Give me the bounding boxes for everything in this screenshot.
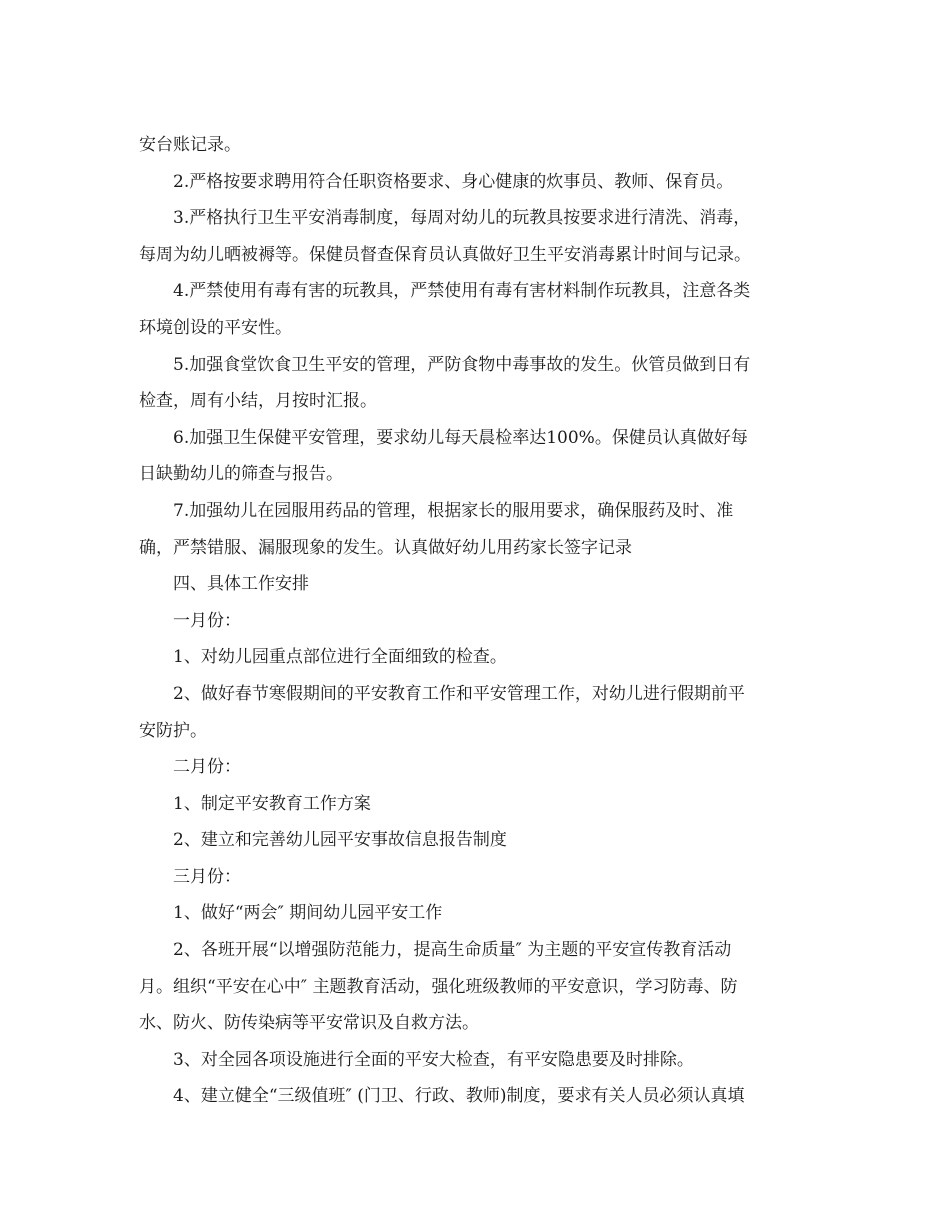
text-line: 5.加强食堂饮食卫生平安的管理，严防食物中毒事故的发生。伙管员做到日有	[173, 354, 751, 375]
section-heading: 四、具体工作安排	[173, 574, 309, 595]
text-line: 1、做好“两会″ 期间幼儿园平安工作	[173, 903, 443, 924]
text-line: 1、对幼儿园重点部位进行全面细致的检查。	[173, 647, 507, 668]
month-heading: 一月份：	[173, 610, 241, 631]
text-line: 3.严格执行卫生平安消毒制度，每周对幼儿的玩教具按要求进行清洗、消毒，	[173, 208, 751, 229]
text-line: 2.严格按要求聘用符合任职资格要求、身心健康的炊事员、教师、保育员。	[173, 171, 734, 192]
month-heading: 三月份：	[173, 866, 241, 887]
text-line: 2、建立和完善幼儿园平安事故信息报告制度	[173, 830, 507, 851]
text-line: 2、各班开展“以增强防范能力，提高生命质量″ 为主题的平安宣传教育活动	[173, 940, 732, 961]
text-line: 日缺勤幼儿的筛查与报告。	[139, 464, 343, 485]
text-line: 环境创设的平安性。	[139, 317, 292, 338]
text-line: 安台账记录。	[139, 135, 241, 155]
text-line: 每周为幼儿晒被褥等。保健员督查保育员认真做好卫生平安消毒累计时间与记录。	[139, 244, 751, 265]
text-line: 确，严禁错服、漏服现象的发生。认真做好幼儿用药家长签字记录	[139, 537, 632, 558]
text-line: 安防护。	[139, 720, 207, 741]
text-line: 1、制定平安教育工作方案	[173, 793, 371, 814]
text-line: 水、防火、防传染病等平安常识及自救方法。	[139, 1013, 479, 1034]
text-line: 3、对全园各项设施进行全面的平安大检查，有平安隐患要及时排除。	[173, 1049, 694, 1070]
text-line: 检查，周有小结，月按时汇报。	[139, 391, 377, 412]
text-line: 7.加强幼儿在园服用药品的管理，根据家长的服用要求，确保服药及时、准	[173, 500, 734, 521]
text-line: 月。组织“平安在心中″ 主题教育活动，强化班级教师的平安意识，学习防毒、防	[139, 976, 738, 997]
document-body	[139, 127, 814, 1115]
month-heading: 二月份：	[173, 757, 241, 778]
text-line: 6.加强卫生保健平安管理，要求幼儿每天晨检率达100%。保健员认真做好每	[173, 427, 748, 448]
text-line: 4.严禁使用有毒有害的玩教具，严禁使用有毒有害材料制作玩教具，注意各类	[173, 281, 751, 302]
text-line: 2、做好春节寒假期间的平安教育工作和平安管理工作，对幼儿进行假期前平	[173, 683, 745, 704]
text-line: 4、建立健全“三级值班″ (门卫、行政、教师)制度，要求有关人员必须认真填	[173, 1086, 745, 1107]
